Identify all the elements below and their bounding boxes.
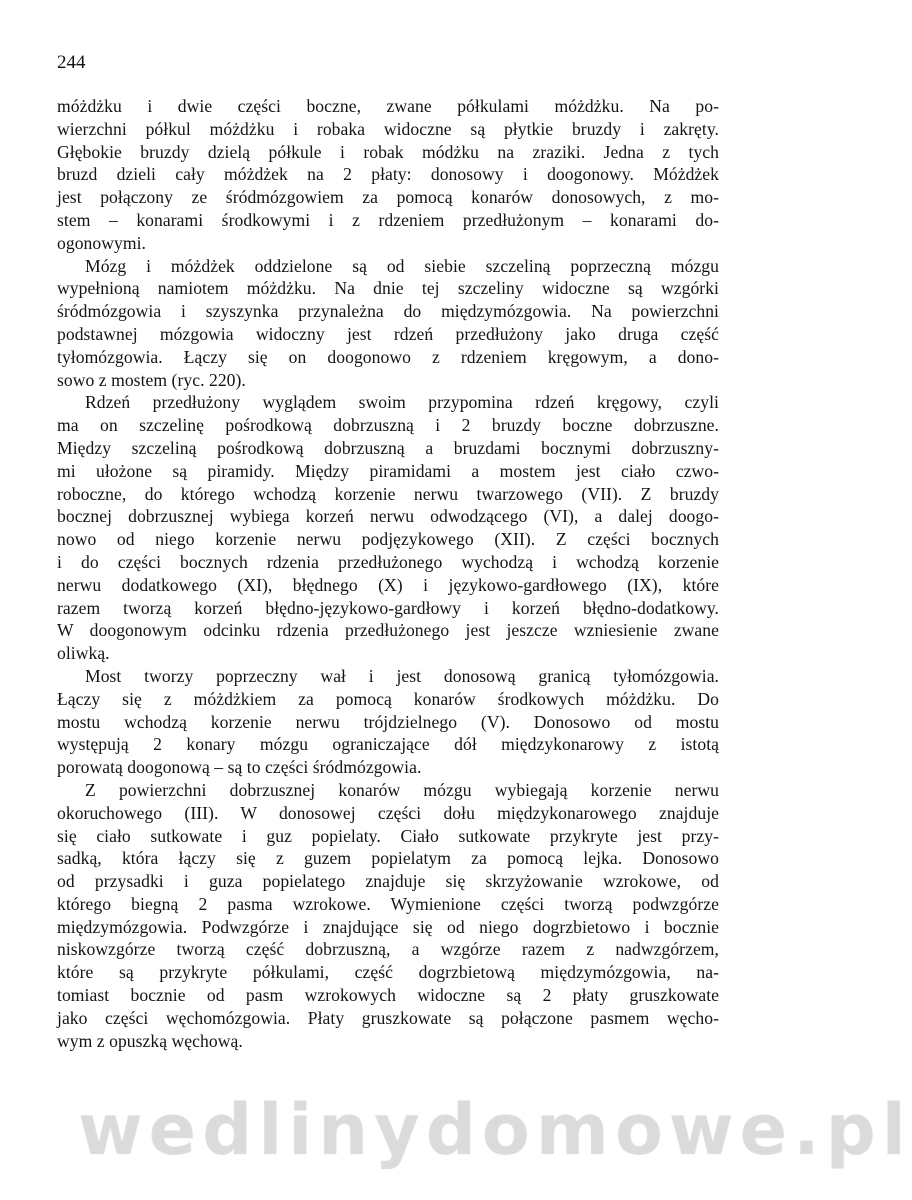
text-line: wypełnioną namiotem móżdżku. Na dnie tej szczeliny widoczne są wzgórki	[57, 278, 719, 299]
text-line: niskowzgórze tworzą część dobrzuszną, a wzgórze razem z nadwzgórzem,	[57, 939, 719, 960]
text-line: Z powierzchni dobrzusznej konarów mózgu wybiegają korzenie nerwu	[85, 779, 719, 800]
text-line: sadką, która łączy się z guzem popielatym za pomocą lejka. Donosowo	[57, 848, 719, 869]
watermark: wedlinydomowe.pl	[78, 1089, 912, 1171]
text-line: bruzd dzieli cały móżdżek na 2 płaty: donosowy i doogonowy. Móżdżek	[57, 164, 719, 185]
text-line: Rdzeń przedłużony wyglądem swoim przypomina rdzeń kręgowy, czyli	[85, 392, 719, 413]
text-line: międzymózgowia. Podwzgórze i znajdujące się od niego dogrzbietowo i bocznie	[57, 916, 719, 937]
paragraph	[57, 95, 719, 255]
text-line: tomiast bocznie od pasm wzrokowych widoczne są 2 płaty gruszkowate	[57, 985, 719, 1006]
text-line: roboczne, do którego wchodzą korzenie nerwu twarzowego (VII). Z bruzdy	[57, 483, 719, 504]
text-line: W doogonowym odcinku rdzenia przedłużonego jest jeszcze wzniesienie zwane	[57, 620, 719, 641]
text-line: nerwu dodatkowego (XI), błędnego (X) i językowo-gardłowego (IX), które	[57, 574, 719, 595]
text-line: razem tworzą korzeń błędno-językowo-gardłowy i korzeń błędno-dodatkowy.	[57, 597, 719, 618]
text-line: jest połączony ze śródmózgowiem za pomocą konarów donosowych, z mo-	[57, 187, 719, 208]
text-line: oliwką.	[57, 643, 110, 664]
text-line: którego biegną 2 pasma wzrokowe. Wymienione części tworzą podwzgórze	[57, 893, 719, 914]
text-line: od przysadki i guza popielatego znajduje się skrzyżowanie wzrokowe, od	[57, 871, 719, 892]
page-number: 244	[57, 52, 86, 73]
text-body	[57, 95, 719, 1052]
text-line: mostu wchodzą korzenie nerwu trójdzielnego (V). Donosowo od mostu	[57, 711, 719, 732]
text-line: porowatą doogonową – są to części śródmózgowia.	[57, 757, 422, 778]
text-line: podstawnej mózgowia widoczny jest rdzeń przedłużony jako druga część	[57, 323, 719, 344]
text-line: stem – konarami środkowymi i z rdzeniem przedłużonym – konarami do-	[57, 209, 719, 230]
paragraph	[57, 255, 719, 392]
paragraph	[57, 779, 719, 1053]
text-line: ma on szczelinę pośrodkową dobrzuszną i 2 bruzdy boczne dobrzuszne.	[57, 415, 719, 436]
text-line: się ciało sutkowate i guz popielaty. Ciało sutkowate przykryte jest przy-	[57, 825, 719, 846]
text-line: mi ułożone są piramidy. Między piramidami a mostem jest ciało czwo-	[57, 460, 719, 481]
text-line: jako części węchomózgowia. Płaty gruszkowate są połączone pasmem węcho-	[57, 1007, 719, 1028]
text-line: które są przykryte półkulami, część dogrzbietową międzymózgowia, na-	[57, 962, 719, 983]
text-line: Mózg i móżdżek oddzielone są od siebie szczeliną poprzeczną mózgu	[85, 255, 719, 276]
paragraph	[57, 665, 719, 779]
text-line: bocznej dobrzusznej wybiega korzeń nerwu odwodzącego (VI), a dalej doogo-	[57, 506, 719, 527]
text-line: występują 2 konary mózgu ograniczające dół międzykonarowy z istotą	[57, 734, 719, 755]
text-line: Między szczeliną pośrodkową dobrzuszną a bruzdami bocznymi dobrzuszny-	[57, 437, 719, 458]
text-line: tyłomózgowia. Łączy się on doogonowo z rdzeniem kręgowym, a dono-	[57, 346, 719, 367]
paragraph	[57, 391, 719, 665]
text-line: nowo od niego korzenie nerwu podjęzykowego (XII). Z części bocznych	[57, 529, 719, 550]
text-line: okoruchowego (III). W donosowej części dołu międzykonarowego znajduje	[57, 802, 719, 823]
text-line: wym z opuszką węchową.	[57, 1030, 243, 1051]
text-line: Głębokie bruzdy dzielą półkule i robak módżku na zraziki. Jedna z tych	[57, 141, 719, 162]
text-line: sowo z mostem (ryc. 220).	[57, 369, 246, 390]
text-line: ogonowymi.	[57, 232, 146, 253]
text-line: i do części bocznych rdzenia przedłużonego wychodzą i wchodzą korzenie	[57, 551, 719, 572]
text-line: Łączy się z móżdżkiem za pomocą konarów środkowych móżdżku. Do	[57, 688, 719, 709]
text-line: wierzchni półkul móżdżku i robaka widoczne są płytkie bruzdy i zakręty.	[57, 118, 719, 139]
text-line: móżdżku i dwie części boczne, zwane półkulami móżdżku. Na po-	[57, 96, 719, 116]
text-line: śródmózgowia i szyszynka przynależna do międzymózgowia. Na powierzchni	[57, 301, 719, 322]
text-line: Most tworzy poprzeczny wał i jest donosową granicą tyłomózgowia.	[85, 665, 719, 686]
